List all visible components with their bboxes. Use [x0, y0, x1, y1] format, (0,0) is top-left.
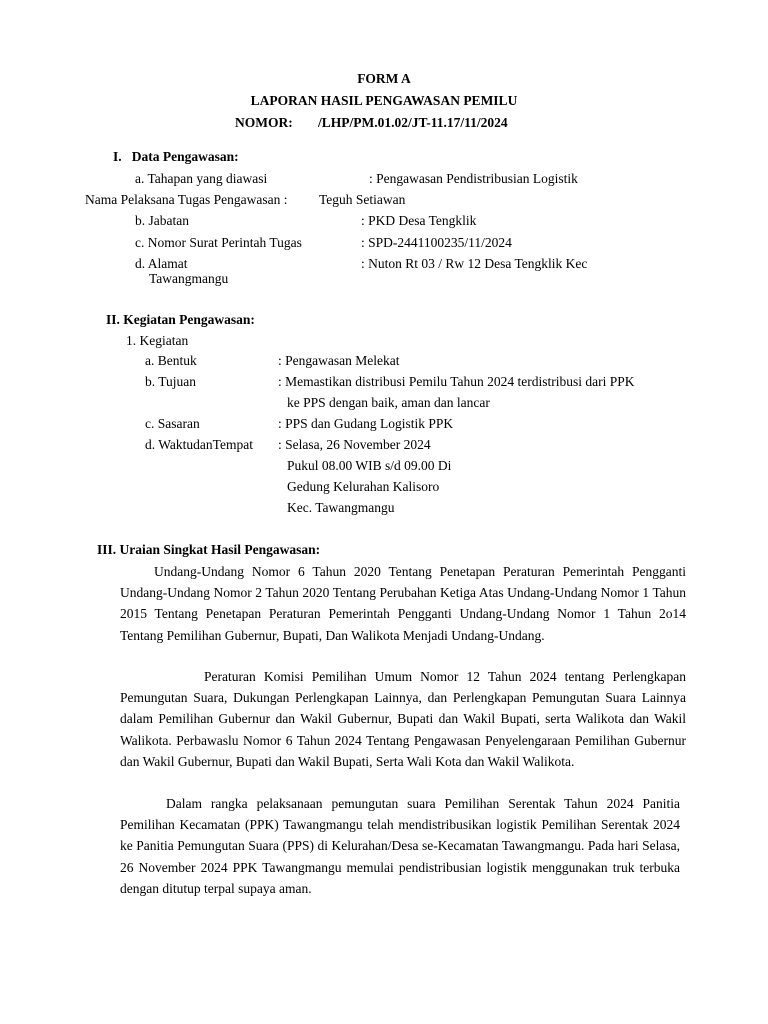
surat-value: : SPD-2441100235/11/2024	[361, 235, 512, 250]
alamat-continuation: Tawangmangu	[149, 271, 229, 286]
surat-label: c. Nomor Surat Perintah Tugas	[135, 235, 302, 250]
sasaran-label: c. Sasaran	[145, 416, 200, 431]
sasaran-value: : PPS dan Gudang Logistik PPK	[278, 416, 454, 431]
document-title: LAPORAN HASIL PENGAWASAN PEMILU	[250, 93, 518, 108]
bentuk-label: a. Bentuk	[145, 353, 197, 368]
pelaksana-label: Nama Pelaksana Tugas Pengawasan :	[85, 192, 288, 207]
form-label: FORM A	[357, 71, 411, 86]
alamat-label: d. Alamat	[135, 256, 188, 271]
tahapan-value: : Pengawasan Pendistribusian Logistik	[369, 171, 578, 186]
waktu-value-line-4: Kec. Tawangmangu	[287, 500, 395, 515]
kegiatan-label: 1. Kegiatan	[126, 333, 189, 348]
paragraph-2: Peraturan Komisi Pemilihan Umum Nomor 12 Tahun 2024 tentang Perlengkapan Pemungutan Suara, Dukungan Perlengkapan Lainnya, dan Perlengkapan Pemungutan Suara Lainnya dalam Pemilihan Gubernur dan Wakil Gubernur, Bupati dan Wakil Bupati, serta Walikota dan Wakil Walikota. Perbawaslu Nomor 6 Tahun 2024 Tentang Pengawasan Penyelengaraan Pemilihan Gubernur dan Wakil Gubernur, Bupati dan Wakil Bupati, Serta Wali Kota dan Wakil Walikota.	[120, 669, 686, 769]
alamat-value: : Nuton Rt 03 / Rw 12 Desa Tengklik Kec	[361, 256, 588, 271]
pelaksana-value: Teguh Setiawan	[319, 192, 406, 207]
waktu-label: d. WaktudanTempat	[145, 437, 253, 452]
paragraph-1: Undang-Undang Nomor 6 Tahun 2020 Tentang Penetapan Peraturan Pemerintah Pengganti Undang-Undang Nomor 2 Tahun 2020 Tentang Perubahan Ketiga Atas Undang-Undang Nomor 1 Tahun 2015 Tentang Penetapan Peraturan Pemerintah Pengganti Undang-Undang Nomor 1 Tahun 2o14 Tentang Pemilihan Gubernur, Bupati, Dan Walikota Menjadi Undang-Undang.	[120, 564, 686, 643]
jabatan-value: : PKD Desa Tengklik	[361, 213, 477, 228]
tujuan-value-line-1: : Memastikan distribusi Pemilu Tahun 2024 terdistribusi dari PPK	[278, 374, 635, 389]
waktu-value-line-2: Pukul 08.00 WIB s/d 09.00 Di	[287, 458, 452, 473]
section-2-heading: II. Kegiatan Pengawasan:	[106, 312, 255, 327]
bentuk-value: : Pengawasan Melekat	[278, 353, 400, 368]
tahapan-label: a. Tahapan yang diawasi	[135, 171, 268, 186]
nomor-label: NOMOR:	[235, 115, 293, 130]
section-1-heading: I. Data Pengawasan:	[113, 149, 239, 164]
paragraph-3: Dalam rangka pelaksanaan pemungutan suara Pemilihan Serentak Tahun 2024 Panitia Pemilihan Kecamatan (PPK) Tawangmangu telah mendistribusikan logistik Pemilihan Serentak 2024 ke Panitia Pemungutan Suara (PPS) di Kelurahan/Desa se-Kecamatan Tawangmangu. Pada hari Selasa, 26 November 2024 PPK Tawangmangu memulai pendistribusian logistik menggunakan truk terbuka dengan ditutup terpal supaya aman.	[120, 796, 680, 896]
nomor-value: /LHP/PM.01.02/JT-11.17/11/2024	[318, 115, 508, 130]
tujuan-label: b. Tujuan	[145, 374, 197, 389]
jabatan-label: b. Jabatan	[135, 213, 189, 228]
section-3-heading: III. Uraian Singkat Hasil Pengawasan:	[97, 542, 321, 557]
waktu-value-line-3: Gedung Kelurahan Kalisoro	[287, 479, 440, 494]
tujuan-value-line-2: ke PPS dengan baik, aman dan lancar	[287, 395, 490, 410]
waktu-value-line-1: : Selasa, 26 November 2024	[278, 437, 431, 452]
